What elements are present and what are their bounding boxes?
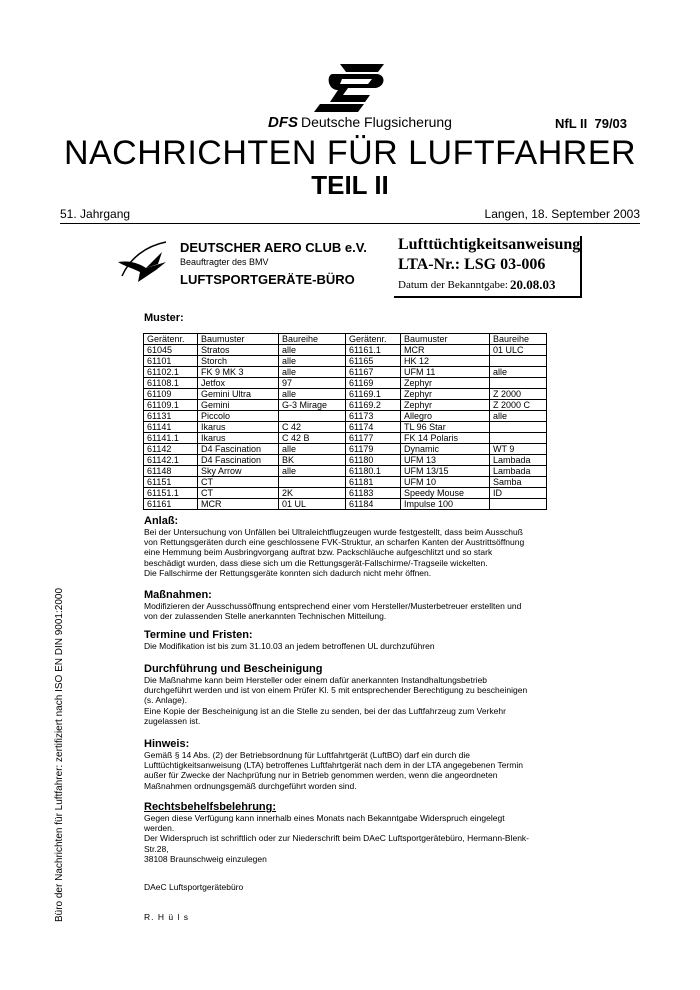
table-row [144,422,547,433]
table-cell: 61151 [144,477,198,488]
text-line: Gemäß § 14 Abs. (2) der Betriebsordnung für Luftfahrtgerät (LuftBO) darf ein durch die [144,750,471,760]
table-cell: alle [279,345,346,356]
table-cell: Gemini Ultra [198,389,279,400]
table-cell: Speedy Mouse [401,488,490,499]
table-row [144,455,547,466]
table-row [144,444,547,455]
table-cell: 01 ULC [490,345,547,356]
section-body [144,750,544,791]
text-line: außer für Zwecke der Nachprüfung nur in Betrieb genommen werden, wenn die angeordneten [144,770,498,781]
text-line: Die Maßnahme kann beim Hersteller oder einem dafür anerkannten Instandhaltungsbetrieb [144,675,488,685]
table-cell [279,411,346,422]
table-cell: alle [490,411,547,422]
brand-long: Deutsche Flugsicherung [301,114,452,130]
issue-number: NfL II 79/03 [555,116,628,131]
table-cell: Zephyr [401,400,490,411]
text-line: Maßnahmen ordnungsgemäß durchgeführt worden sind. [144,780,357,791]
text-line: Modifizieren der Ausschussöffnung entsprechend einer vom Hersteller/Musterbetreuer erstellten und [144,601,522,611]
column-header: Gerätenr. [346,334,401,345]
table-cell: ID [490,488,547,499]
column-header: Baureihe [490,334,547,345]
table-cell: 61167 [346,367,401,378]
table-row [144,345,547,356]
section-heading: Maßnahmen: [144,589,212,601]
table-cell: Lambada [490,466,547,477]
table-cell: Z 2000 C [490,400,547,411]
section-body [144,601,544,621]
table-cell: 61131 [144,411,198,422]
table-cell: C 42 [279,422,346,433]
table-cell [490,356,547,367]
table-cell [490,378,547,389]
table-row [144,466,547,477]
text-line: (s. Anlage). [144,695,187,706]
table-cell [279,477,346,488]
lta-title: Lufttüchtigkeitsanweisung [398,236,581,253]
table-row [144,378,547,389]
lta-date: 20.08.03 [510,277,556,292]
table-cell: alle [490,367,547,378]
text-line: Lufttüchtigkeitsanweisung (LTA) betroffenes Luftfahrtgerät nach dem in der LTA angegebenen Termin [144,760,523,771]
table-cell: 61173 [346,411,401,422]
table-cell: Lambada [490,455,547,466]
table-cell: Zephyr [401,378,490,389]
table-cell: 61174 [346,422,401,433]
column-header: Baureihe [279,334,346,345]
volume-year: 51. Jahrgang [60,207,131,221]
table-cell: Dynamic [401,444,490,455]
text-line: 38108 Braunschweig einzulegen [144,853,267,864]
table-cell: 61142.1 [144,455,198,466]
table-cell: 61183 [346,488,401,499]
table-cell: 61141.1 [144,433,198,444]
section-heading: Anlaß: [144,515,179,527]
table-cell: FK 9 MK 3 [198,367,279,378]
table-cell: 61181 [346,477,401,488]
table-cell: CT [198,477,279,488]
muster-heading: Muster: [144,312,184,324]
table-header-row [144,334,547,345]
section-heading: Durchführung und Bescheinigung [144,663,323,675]
table-cell: 61169 [346,378,401,389]
table-cell: alle [279,466,346,477]
table-cell: 2K [279,488,346,499]
signature-org: DAeC Luftsportgerätebüro [144,882,244,892]
table-cell: CT [198,488,279,499]
text-line: Eine Kopie der Bescheinigung ist an die Stelle zu senden, bei der das Luftfahrzeug zum Verkehr [144,705,506,716]
page-title: NACHRICHTEN FÜR LUFTFAHRER [63,134,637,172]
table-cell: TL 96 Star [401,422,490,433]
table-cell: 61141 [144,422,198,433]
section-heading: Termine und Fristen: [144,629,253,641]
text-line: Bei der Untersuchung von Unfällen bei Ultraleichtflugzeugen wurde festgestellt, dass beim Ausschuß [144,527,523,537]
side-note: Büro der Nachrichten für Luftfahrer: zertifiziert nach ISO EN DIN 9001:2000 [54,587,65,923]
table-cell: 61169.1 [346,389,401,400]
table-cell: Piccolo [198,411,279,422]
text-line: Gegen diese Verfügung kann innerhalb eines Monats nach Bekanntgabe Widerspruch eingelegt [144,813,505,823]
table-row [144,367,547,378]
table-cell: Ikarus [198,433,279,444]
table-cell: Storch [198,356,279,367]
issuer-office: LUFTSPORTGERÄTE-BÜRO [180,272,355,287]
text-line: zugelassen ist. [144,715,201,726]
table-cell [490,499,547,510]
table-cell: 61142 [144,444,198,455]
table-cell: 61109 [144,389,198,400]
text-line: von der zulassenden Stelle anerkannten Technischen Mitteilung. [144,611,387,622]
table-cell: Allegro [401,411,490,422]
table-cell: 61161 [144,499,198,510]
section-heading: Rechtsbehelfsbelehrung: [144,801,277,813]
table-cell: C 42 B [279,433,346,444]
table-cell: Z 2000 [490,389,547,400]
table-row [144,488,547,499]
table-cell: Gemini [198,400,279,411]
muster-table [143,333,547,510]
table-cell: 61180 [346,455,401,466]
table-cell: D4 Fascination [198,444,279,455]
table-cell: 61108.1 [144,378,198,389]
table-cell: 61148 [144,466,198,477]
table-row [144,499,547,510]
table-cell: Sky Arrow [198,466,279,477]
issuer-subtitle: Beauftragter des BMV [180,257,269,267]
table-cell: 61102.1 [144,367,198,378]
table-cell: 61177 [346,433,401,444]
issuer-name: DEUTSCHER AERO CLUB e.V. [180,240,367,255]
muster-table-body [144,345,547,510]
table-cell: FK 14 Polaris [401,433,490,444]
dac-eagle-logo-icon [116,238,174,284]
table-cell: 61165 [346,356,401,367]
table-cell: Stratos [198,345,279,356]
table-row [144,411,547,422]
table-cell: UFM 10 [401,477,490,488]
table-cell: UFM 13 [401,455,490,466]
table-cell: MCR [401,345,490,356]
table-cell: WT 9 [490,444,547,455]
table-cell: 61045 [144,345,198,356]
text-line: werden. [144,823,175,834]
table-cell: G-3 Mirage [279,400,346,411]
table-cell: 01 UL [279,499,346,510]
text-line: beschädigt wurden, dass diese sich um die Rettungsgerät-Fallschirme/-Tragseile wickelten. [144,557,488,568]
table-row [144,356,547,367]
table-cell: 61184 [346,499,401,510]
table-cell: 61169.2 [346,400,401,411]
table-cell: UFM 13/15 [401,466,490,477]
signature-name: R. H ü l s [144,912,189,922]
table-cell: 61180.1 [346,466,401,477]
section-body [144,527,544,578]
table-cell: HK 12 [401,356,490,367]
lta-number: LTA-Nr.: LSG 03-006 [398,256,546,273]
table-cell: MCR [198,499,279,510]
table-cell: UFM 11 [401,367,490,378]
page-subtitle: TEIL II [311,170,389,200]
table-cell: Jetfox [198,378,279,389]
column-header: Baumuster [401,334,490,345]
section-anlass [144,515,544,578]
table-cell: alle [279,444,346,455]
dfs-brand [268,114,452,131]
table-row [144,389,547,400]
table-cell: alle [279,356,346,367]
table-cell [490,433,547,444]
column-header: Gerätenr. [144,334,198,345]
section-body [144,813,544,864]
table-cell: Ikarus [198,422,279,433]
section-durchfuehrung [144,663,544,726]
table-cell [490,422,547,433]
column-header: Baumuster [198,334,279,345]
table-cell: BK [279,455,346,466]
text-line: Str.28, [144,843,169,854]
lta-date-label: Datum der Bekanntgabe: [398,279,508,291]
table-row [144,477,547,488]
text-line: durchgeführt werden und ist von einem Prüfer Kl. 5 mit entsprechender Berechtigung zu bescheinigen [144,685,528,696]
section-hinweis [144,738,544,791]
section-body [144,641,544,651]
table-cell: Impulse 100 [401,499,490,510]
table-cell: Zephyr [401,389,490,400]
table-cell: 61109.1 [144,400,198,411]
dfs-logo-icon [312,62,388,114]
table-cell: D4 Fascination [198,455,279,466]
section-rechtsbehelf [144,801,544,864]
text-line: Die Fallschirme der Rettungsgeräte konnten sich dadurch nicht mehr öffnen. [144,567,432,578]
table-cell: 61161.1 [346,345,401,356]
text-line: von Rettungsgeräten durch eine geschlossene FVK-Struktur, an scharfen Kanten der Austrittsöffnung [144,537,525,548]
table-cell: Samba [490,477,547,488]
section-massnahmen [144,589,544,621]
section-termine [144,629,544,651]
table-cell: 97 [279,378,346,389]
table-cell: alle [279,367,346,378]
text-line: Der Widerspruch ist schriftlich oder zur Niederschrift beim DAeC Luftsportgerätebüro, Hermann-Blenk- [144,833,530,844]
table-row [144,433,547,444]
table-cell: 61179 [346,444,401,455]
section-heading: Hinweis: [144,738,190,750]
brand-short: DFS [268,114,298,131]
table-cell: 61101 [144,356,198,367]
place-date: Langen, 18. September 2003 [484,207,640,221]
text-line: eine Hemmung beim Ausbringvorgang auftrat bzw. Packschläuche aufgeschlitzt und so stark [144,547,493,558]
table-cell: 61151.1 [144,488,198,499]
table-cell: alle [279,389,346,400]
section-body [144,675,544,726]
table-row [144,400,547,411]
header-divider [60,223,640,224]
text-line: Die Modifikation ist bis zum 31.10.03 an jedem betroffenen UL durchzuführen [144,641,435,651]
